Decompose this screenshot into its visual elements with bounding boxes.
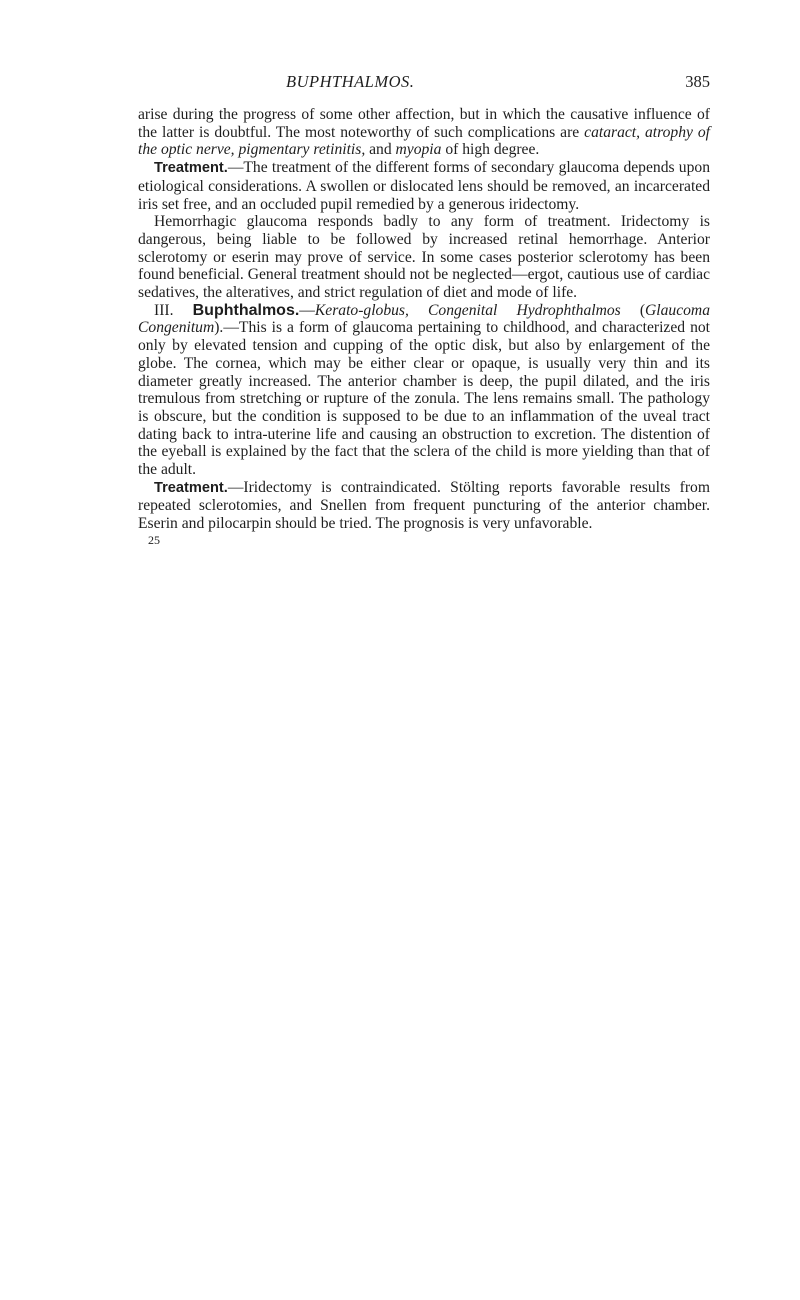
paragraph-text: —Iridectomy is contraindicated. Stölting reports favorable results from repeated sclerotomies, and Snellen from frequent puncturing of the anterior chamber. Eserin and pilocarpin should be tried. The prognosis is very unfavorable. (138, 478, 710, 533)
complication-list-italic: cataract, atrophy of the optic nerve, pigmentary retinitis, (138, 123, 710, 159)
body-text (138, 106, 710, 547)
paragraph-text: —This is a form of glaucoma pertaining to childhood, and characterized not only by elevated tension and cupping of the optic disk, but also by enlargement of the globe. The cornea, which may be either clear or opaque, is usually very thin and its diameter greatly increased. The anterior chamber is deep, the pupil dilated, and the iris tremulous from stretching or rupture of the zonula. The lens remains small. The pathology is obscure, but the condition is supposed to be due to an inflammation of the uveal tract dating back to intra-uterine life and causing an obstruction to excretion. The distention of the eyeball is explained by the fact that the sclera of the child is more yielding than that of the adult. (138, 319, 710, 479)
paren-open: ( (620, 301, 646, 319)
myopia-italic: myopia (395, 141, 442, 159)
paragraph-text: —The treatment of the different forms of secondary glaucoma depends upon etiological considerations. A swollen or dislocated lens should be removed, an incarcerated iris set free, and an occluded pupil remedied by a generous iridectomy. (138, 159, 710, 213)
synonym-glaucoma-congenitum: Glaucoma Congenitum (138, 301, 710, 337)
paren-close: ). (214, 319, 224, 337)
page-number: 385 (685, 72, 710, 91)
paragraph-treatment-secondary (138, 159, 710, 213)
section-heading-buphthalmos: Buphthalmos. (192, 301, 300, 319)
paragraph-treatment-buphthalmos (138, 479, 710, 533)
paragraph-complications (138, 106, 710, 159)
book-page (138, 72, 710, 547)
runin-heading-treatment: Treatment. (154, 160, 228, 177)
running-head-title: BUPHTHALMOS. (286, 72, 415, 91)
signature-mark: 25 (148, 532, 160, 547)
running-head (138, 72, 710, 106)
runin-heading-treatment: Treatment. (154, 479, 228, 496)
paragraph-text: arise during the progress of some other affection, but in which the causative influence of the latter is doubtful. The most noteworthy of such complications are (138, 106, 710, 141)
paragraph-text: of high degree. (441, 141, 540, 159)
paragraph-text: Hemorrhagic glaucoma responds badly to any form of treatment. Iridectomy is dangerous, being liable to be followed by increased retinal hemorrhage. Anterior sclerotomy or eserin may prove of service. In some cases posterior sclerotomy has been found beneficial. General treatment should not be neglected—ergot, cautious use of cardiac sedatives, the alteratives, and strict regulation of diet and mode of life. (138, 213, 710, 302)
section-number: III. (154, 301, 174, 319)
paragraph-text: and (365, 141, 396, 159)
synonyms-italic: Kerato-globus, Congenital Hydrophthalmos (314, 301, 621, 319)
paragraph-buphthalmos (138, 302, 710, 479)
paragraph-hemorrhagic-glaucoma (138, 213, 710, 302)
dash: — (299, 301, 315, 319)
